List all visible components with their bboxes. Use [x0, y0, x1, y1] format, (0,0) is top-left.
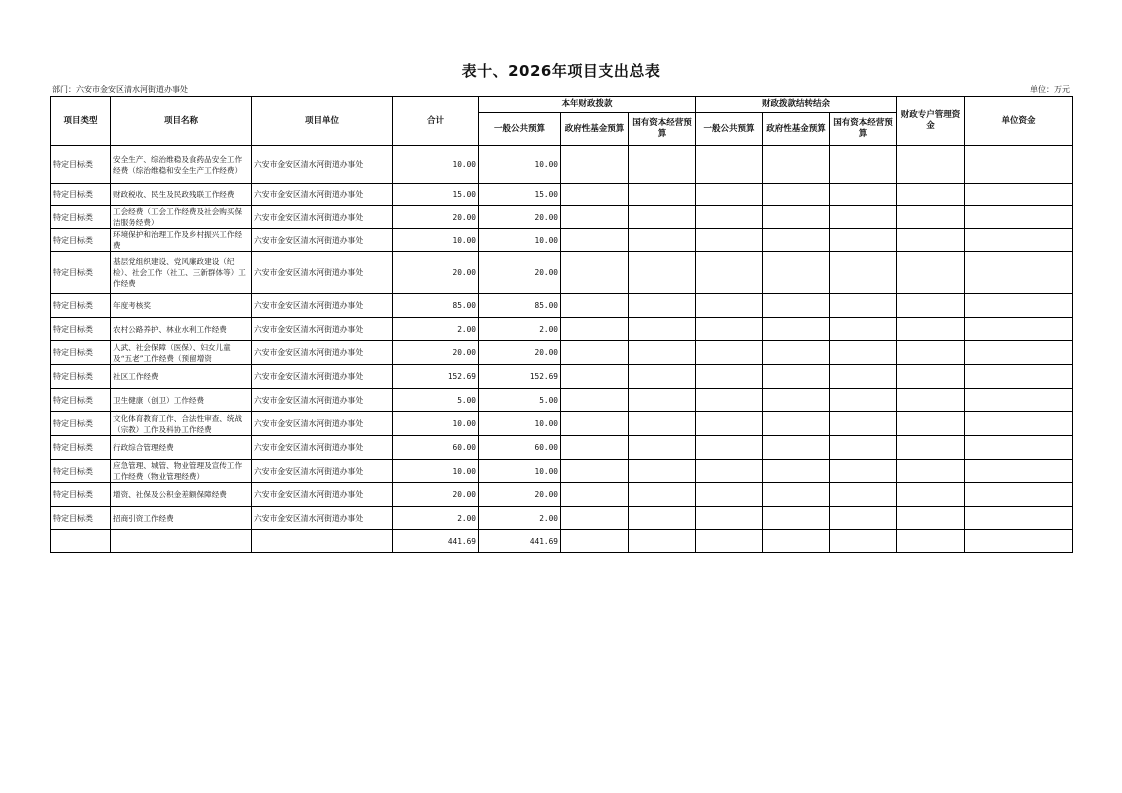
cell-empty — [696, 252, 763, 294]
cell-general-budget: 152.69 — [479, 365, 561, 389]
cell-empty — [561, 436, 629, 460]
cell-empty — [965, 530, 1073, 553]
table-row — [51, 318, 1073, 341]
cell-empty — [696, 507, 763, 530]
cell-project-name: 社区工作经费 — [111, 365, 252, 389]
cell-empty — [763, 412, 830, 436]
cell-empty — [965, 294, 1073, 318]
cell-empty — [830, 365, 897, 389]
cell-empty — [965, 436, 1073, 460]
cell-empty — [897, 341, 965, 365]
cell-general-budget: 5.00 — [479, 389, 561, 412]
cell-empty — [629, 460, 696, 483]
cell-empty — [897, 530, 965, 553]
cell-empty — [696, 389, 763, 412]
cell-project-unit: 六安市金安区清水河街道办事处 — [252, 229, 393, 252]
cell-empty — [561, 507, 629, 530]
cell-empty — [965, 206, 1073, 229]
cell-empty — [629, 252, 696, 294]
cell-empty — [696, 412, 763, 436]
cell-empty — [763, 389, 830, 412]
cell-total: 10.00 — [393, 229, 479, 252]
cell-project-name: 文化体育教育工作、合法性审查、统战（宗教）工作及科协工作经费 — [111, 412, 252, 436]
cell-empty — [696, 530, 763, 553]
cell-general-budget: 10.00 — [479, 412, 561, 436]
cell-empty — [897, 252, 965, 294]
cell-project-unit: 六安市金安区清水河街道办事处 — [252, 294, 393, 318]
cell-project-unit: 六安市金安区清水河街道办事处 — [252, 460, 393, 483]
cell-empty — [561, 460, 629, 483]
cell-empty — [830, 483, 897, 507]
cell-project-name: 招商引资工作经费 — [111, 507, 252, 530]
cell-project-name: 年度考核奖 — [111, 294, 252, 318]
cell-empty — [629, 146, 696, 184]
table-row — [51, 184, 1073, 206]
cell-project-type: 特定目标类 — [51, 507, 111, 530]
cell-empty — [51, 530, 111, 553]
table-row — [51, 483, 1073, 507]
table-row — [51, 460, 1073, 483]
cell-empty — [629, 365, 696, 389]
cell-project-unit: 六安市金安区清水河街道办事处 — [252, 365, 393, 389]
cell-empty — [561, 184, 629, 206]
project-expenditure-table — [50, 96, 1073, 553]
cell-project-type: 特定目标类 — [51, 341, 111, 365]
cell-empty — [629, 318, 696, 341]
cell-empty — [696, 365, 763, 389]
cell-project-type: 特定目标类 — [51, 365, 111, 389]
table-row — [51, 294, 1073, 318]
header-project-name: 项目名称 — [111, 97, 252, 146]
cell-general-budget: 10.00 — [479, 146, 561, 184]
cell-empty — [965, 341, 1073, 365]
cell-empty — [561, 294, 629, 318]
cell-empty — [629, 389, 696, 412]
cell-empty — [830, 252, 897, 294]
cell-project-type: 特定目标类 — [51, 206, 111, 229]
cell-empty — [965, 318, 1073, 341]
cell-empty — [897, 146, 965, 184]
cell-total: 152.69 — [393, 365, 479, 389]
cell-empty — [561, 341, 629, 365]
cell-empty — [965, 365, 1073, 389]
cell-empty — [830, 146, 897, 184]
table-row — [51, 412, 1073, 436]
cell-empty — [830, 530, 897, 553]
cell-empty — [965, 252, 1073, 294]
cell-empty — [629, 184, 696, 206]
cell-general-budget: 15.00 — [479, 184, 561, 206]
cell-project-name: 安全生产、综治维稳及食药品安全工作经费（综治维稳和安全生产工作经费） — [111, 146, 252, 184]
cell-general-budget: 20.00 — [479, 483, 561, 507]
table-row — [51, 252, 1073, 294]
cell-empty — [897, 389, 965, 412]
cell-empty — [629, 294, 696, 318]
cell-total: 10.00 — [393, 146, 479, 184]
cell-empty — [763, 229, 830, 252]
cell-empty — [561, 365, 629, 389]
cell-total: 15.00 — [393, 184, 479, 206]
cell-project-type: 特定目标类 — [51, 436, 111, 460]
cell-project-unit: 六安市金安区清水河街道办事处 — [252, 252, 393, 294]
cell-total: 2.00 — [393, 318, 479, 341]
header-unit-funds: 单位资金 — [965, 97, 1073, 146]
header-carryover-state-capital-budget: 国有资本经营预算 — [830, 113, 897, 146]
cell-project-type: 特定目标类 — [51, 412, 111, 436]
table-row — [51, 146, 1073, 184]
cell-project-name: 财政税收、民生及民政残联工作经费 — [111, 184, 252, 206]
cell-empty — [763, 206, 830, 229]
cell-empty — [897, 412, 965, 436]
cell-total: 20.00 — [393, 206, 479, 229]
cell-empty — [111, 530, 252, 553]
cell-empty — [830, 389, 897, 412]
cell-empty — [763, 146, 830, 184]
cell-empty — [830, 229, 897, 252]
cell-empty — [830, 318, 897, 341]
cell-empty — [629, 483, 696, 507]
cell-empty — [696, 184, 763, 206]
cell-empty — [696, 206, 763, 229]
cell-total: 20.00 — [393, 252, 479, 294]
table-row — [51, 229, 1073, 252]
cell-general-budget: 2.00 — [479, 507, 561, 530]
header-project-type: 项目类型 — [51, 97, 111, 146]
header-special-account-funds: 财政专户管理资金 — [897, 97, 965, 146]
cell-empty — [830, 206, 897, 229]
header-current-year-appropriation: 本年财政拨款 — [479, 97, 696, 113]
cell-total: 2.00 — [393, 507, 479, 530]
cell-project-type: 特定目标类 — [51, 389, 111, 412]
cell-total: 10.00 — [393, 412, 479, 436]
cell-empty — [561, 483, 629, 507]
cell-empty — [629, 507, 696, 530]
cell-project-name: 人武、社会保障（医保）、妇女儿童及“五老”工作经费（预留增资 — [111, 341, 252, 365]
cell-general-budget: 60.00 — [479, 436, 561, 460]
table-row — [51, 365, 1073, 389]
cell-project-name: 卫生健康（创卫）工作经费 — [111, 389, 252, 412]
cell-project-type: 特定目标类 — [51, 294, 111, 318]
cell-project-type: 特定目标类 — [51, 252, 111, 294]
cell-empty — [897, 507, 965, 530]
cell-project-unit: 六安市金安区清水河街道办事处 — [252, 184, 393, 206]
cell-project-unit: 六安市金安区清水河街道办事处 — [252, 146, 393, 184]
cell-empty — [561, 146, 629, 184]
currency-unit-label: 单位：万元 — [1030, 85, 1070, 94]
cell-empty — [965, 389, 1073, 412]
totals-row — [51, 530, 1073, 553]
cell-project-unit: 六安市金安区清水河街道办事处 — [252, 206, 393, 229]
cell-general-budget: 10.00 — [479, 229, 561, 252]
cell-project-type: 特定目标类 — [51, 460, 111, 483]
header-carryover-balance: 财政拨款结转结余 — [696, 97, 897, 113]
cell-project-type: 特定目标类 — [51, 318, 111, 341]
cell-empty — [763, 436, 830, 460]
table-row — [51, 389, 1073, 412]
cell-empty — [965, 507, 1073, 530]
cell-empty — [965, 460, 1073, 483]
table-row — [51, 341, 1073, 365]
cell-empty — [696, 294, 763, 318]
cell-project-name: 工会经费（工会工作经费及社会购买保洁服务经费） — [111, 206, 252, 229]
cell-empty — [629, 530, 696, 553]
cell-empty — [830, 341, 897, 365]
cell-empty — [763, 460, 830, 483]
report-title: 表十、2026年项目支出总表 — [461, 62, 661, 80]
cell-empty — [763, 318, 830, 341]
header-state-capital-budget: 国有资本经营预算 — [629, 113, 696, 146]
cell-grand-total: 441.69 — [393, 530, 479, 553]
cell-empty — [830, 436, 897, 460]
cell-project-name: 环境保护和治理工作及乡村振兴工作经费 — [111, 229, 252, 252]
cell-project-unit: 六安市金安区清水河街道办事处 — [252, 341, 393, 365]
header-carryover-general-public-budget: 一般公共预算 — [696, 113, 763, 146]
header-total: 合计 — [393, 97, 479, 146]
cell-project-name: 增资、社保及公积金差额保障经费 — [111, 483, 252, 507]
table-row — [51, 507, 1073, 530]
cell-project-name: 农村公路养护、林业水利工作经费 — [111, 318, 252, 341]
cell-project-name: 应急管理、城管、物业管理及宣传工作工作经费（物业管理经费） — [111, 460, 252, 483]
cell-general-budget: 20.00 — [479, 341, 561, 365]
cell-empty — [252, 530, 393, 553]
cell-general-budget: 85.00 — [479, 294, 561, 318]
cell-empty — [965, 412, 1073, 436]
cell-empty — [897, 229, 965, 252]
cell-empty — [965, 483, 1073, 507]
cell-empty — [897, 294, 965, 318]
cell-empty — [629, 436, 696, 460]
cell-empty — [696, 341, 763, 365]
cell-empty — [696, 146, 763, 184]
cell-total: 85.00 — [393, 294, 479, 318]
cell-empty — [897, 436, 965, 460]
cell-empty — [965, 229, 1073, 252]
cell-empty — [897, 206, 965, 229]
department-label: 部门：六安市金安区清水河街道办事处 — [52, 85, 188, 94]
cell-empty — [629, 206, 696, 229]
cell-empty — [696, 318, 763, 341]
cell-project-unit: 六安市金安区清水河街道办事处 — [252, 507, 393, 530]
cell-empty — [763, 184, 830, 206]
cell-total: 10.00 — [393, 460, 479, 483]
cell-empty — [897, 460, 965, 483]
cell-empty — [763, 483, 830, 507]
cell-empty — [696, 483, 763, 507]
cell-empty — [763, 365, 830, 389]
cell-empty — [830, 184, 897, 206]
header-general-public-budget: 一般公共预算 — [479, 113, 561, 146]
cell-empty — [897, 318, 965, 341]
cell-empty — [763, 294, 830, 318]
cell-project-unit: 六安市金安区清水河街道办事处 — [252, 412, 393, 436]
header-project-unit: 项目单位 — [252, 97, 393, 146]
cell-empty — [696, 460, 763, 483]
cell-empty — [561, 229, 629, 252]
cell-empty — [629, 229, 696, 252]
cell-grand-total-general-budget: 441.69 — [479, 530, 561, 553]
cell-empty — [696, 229, 763, 252]
cell-empty — [561, 252, 629, 294]
cell-project-type: 特定目标类 — [51, 483, 111, 507]
cell-empty — [763, 530, 830, 553]
cell-general-budget: 20.00 — [479, 206, 561, 229]
cell-project-type: 特定目标类 — [51, 184, 111, 206]
cell-empty — [561, 530, 629, 553]
cell-empty — [965, 146, 1073, 184]
cell-empty — [763, 341, 830, 365]
cell-total: 20.00 — [393, 341, 479, 365]
cell-empty — [897, 184, 965, 206]
cell-empty — [830, 460, 897, 483]
table-row — [51, 206, 1073, 229]
cell-project-unit: 六安市金安区清水河街道办事处 — [252, 389, 393, 412]
cell-empty — [629, 341, 696, 365]
cell-project-unit: 六安市金安区清水河街道办事处 — [252, 318, 393, 341]
cell-project-unit: 六安市金安区清水河街道办事处 — [252, 436, 393, 460]
cell-project-type: 特定目标类 — [51, 229, 111, 252]
cell-empty — [561, 389, 629, 412]
cell-project-type: 特定目标类 — [51, 146, 111, 184]
header-government-fund-budget: 政府性基金预算 — [561, 113, 629, 146]
cell-total: 60.00 — [393, 436, 479, 460]
cell-total: 5.00 — [393, 389, 479, 412]
cell-empty — [965, 184, 1073, 206]
cell-empty — [763, 507, 830, 530]
cell-empty — [561, 206, 629, 229]
cell-empty — [561, 412, 629, 436]
table-row — [51, 436, 1073, 460]
cell-total: 20.00 — [393, 483, 479, 507]
cell-project-unit: 六安市金安区清水河街道办事处 — [252, 483, 393, 507]
cell-empty — [830, 294, 897, 318]
cell-general-budget: 10.00 — [479, 460, 561, 483]
cell-empty — [830, 507, 897, 530]
cell-project-name: 行政综合管理经费 — [111, 436, 252, 460]
cell-general-budget: 20.00 — [479, 252, 561, 294]
header-carryover-government-fund-budget: 政府性基金预算 — [763, 113, 830, 146]
cell-general-budget: 2.00 — [479, 318, 561, 341]
cell-empty — [763, 252, 830, 294]
cell-empty — [897, 365, 965, 389]
cell-empty — [696, 436, 763, 460]
cell-empty — [897, 483, 965, 507]
cell-empty — [561, 318, 629, 341]
cell-project-name: 基层党组织建设、党风廉政建设（纪检）、社会工作（社工、三新群体等）工作经费 — [111, 252, 252, 294]
cell-empty — [629, 412, 696, 436]
cell-empty — [830, 412, 897, 436]
